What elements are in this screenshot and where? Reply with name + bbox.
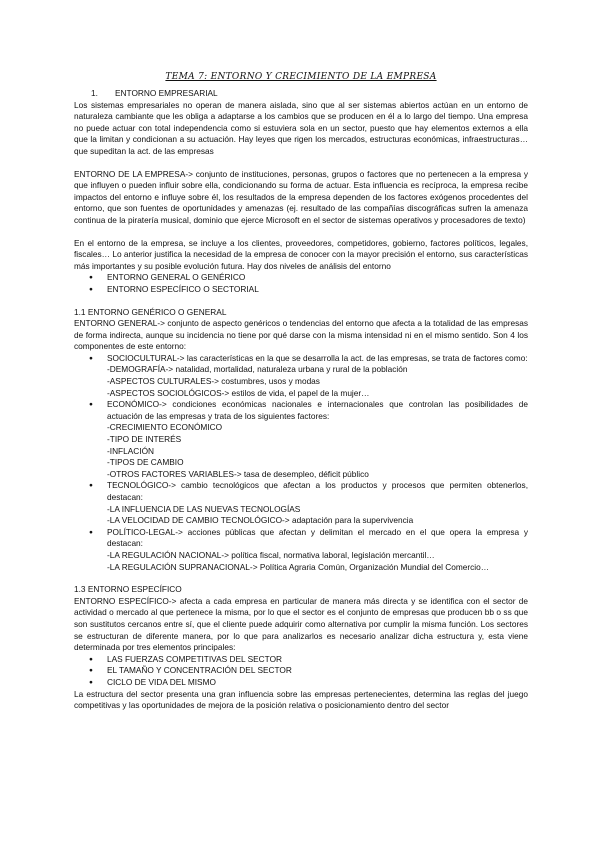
page-title: TEMA 7: ENTORNO Y CRECIMIENTO DE LA EMPRESA: [165, 72, 437, 82]
sub-item: -LA REGULACIÓN SUPRANACIONAL-> Política Agraria Común, Organización Mundial del Comercio…: [107, 561, 490, 572]
list-item: ● CICLO DE VIDA DEL MISMO: [74, 677, 528, 689]
section-1-number: 1.: [91, 88, 98, 98]
bullet-list: [74, 654, 528, 689]
sub-item: -INFLACIÓN: [107, 445, 155, 456]
list-item-text: ● TECNOLÓGICO-> cambio tecnológicos que afectan a los productos y procesos que permiten obtenerlos, destacan:: [107, 480, 528, 502]
sub-item: -OTROS FACTORES VARIABLES-> tasa de desempleo, déficit público: [107, 468, 369, 479]
sub-item: -TIPOS DE CAMBIO: [107, 457, 184, 468]
list-item: [74, 399, 528, 480]
sub-item: -ASPECTOS SOCIOLÓGICOS-> estilos de vida, el papel de la mujer…: [107, 387, 370, 398]
list-item-text: ● ECONÓMICO-> condiciones económicas nacionales e internacionales que controlan las posibilidades de actuación de las empresas y trata de los siguientes factores:: [107, 399, 528, 421]
section-1-1-heading: 1.1 ENTORNO GENÉRICO O GENERAL: [74, 306, 227, 317]
section-1-heading: [74, 88, 528, 100]
section-1-3-heading: 1.3 ENTORNO ESPECÍFICO: [74, 584, 182, 595]
bullet-list: [74, 272, 528, 295]
sub-item: -LA VELOCIDAD DE CAMBIO TECNOLÓGICO-> adaptación para la supervivencia: [107, 515, 414, 526]
list-item: ● ENTORNO GENERAL O GENÉRICO: [74, 272, 528, 284]
list-item: ● EL TAMAÑO Y CONCENTRACIÓN DEL SECTOR: [74, 665, 528, 677]
list-item: ● ENTORNO ESPECÍFICO O SECTORIAL: [74, 284, 528, 296]
list-item-text: ● SOCIOCULTURAL-> las características en la que se desarrolla la act. de las empresas, se trata de factores como:: [107, 352, 528, 363]
sub-item: -LA REGULACIÓN NACIONAL-> política fiscal, normativa laboral, legislación mercantil…: [107, 549, 435, 560]
section-1-title: ENTORNO EMPRESARIAL: [115, 88, 218, 98]
paragraph: ENTORNO GENERAL-> conjunto de aspecto genéricos o tendencias del entorno que afecta a la totalidad de las empresas de forma indirecta, aunque su incidencia no tiene por qué darse con la misma intensidad ni en el mismo sentido. Son 4 los componentes de este entorno:: [74, 318, 528, 352]
sub-item: -LA INFLUENCIA DE LAS NUEVAS TECNOLOGÍAS: [107, 503, 301, 514]
paragraph: La estructura del sector presenta una gran influencia sobre las empresas pertenecientes, determina las reglas del juego competitivas y las oportunidades de mejora de la posición relativa o posicionamiento dentro del sector: [74, 688, 528, 711]
sub-item: -ASPECTOS CULTURALES-> costumbres, usos y modas: [107, 376, 320, 387]
list-item: [74, 353, 528, 399]
sub-item: -CRECIMIENTO ECONÓMICO: [107, 422, 223, 433]
bullet-list: [74, 353, 528, 573]
sub-item: -DEMOGRAFÍA-> natalidad, mortalidad, naturaleza urbana y rural de la población: [107, 364, 408, 375]
list-item-text: ● POLÍTICO-LEGAL-> acciones públicas que afectan y delimitan el mercado en el que opera la empresa y destacan:: [107, 526, 528, 549]
list-item: ● LAS FUERZAS COMPETITIVAS DEL SECTOR: [74, 654, 528, 666]
list-item: [74, 527, 528, 573]
paragraph: En el entorno de la empresa, se incluye a los clientes, proveedores, competidores, gobierno, factores políticos, legales, fiscales… Lo anterior justifica la necesidad de la empresa de conocer con la mayor precisión el entorno, sus características más importantes y su posible evolución futura. Hay dos niveles de análisis del entorno: [74, 237, 528, 271]
paragraph: ENTORNO DE LA EMPRESA-> conjunto de instituciones, personas, grupos o factores que no pertenecen a la empresa y que influyen o pueden influir sobre ella, condicionando su forma de actuar. Esta influencia es recíproca, la empresa recibe impactos del entorno e influye sobre él, los resultados de la empresa dependen de los factores exógenos procedentes del entorno, que son fuentes de oportunidades y amenazas (ej. resultado de las compañías discográficas sufren la amenaza continua de la piratería musical, dominio que ejerce Microsoft en el sector de sistemas operativos y procesadores de texto): [74, 168, 528, 225]
list-item: [74, 480, 528, 526]
paragraph: Los sistemas empresariales no operan de manera aislada, sino que al ser sistemas abiertos actúan en un entorno de naturaleza cambiante que les obliga a adaptarse a los cambios que se producen en él a lo largo del tiempo. Una empresa no puede actuar con total independencia como si estuviera sola en un sector, puesto que hay elementos externos a ella que la limitan y condicionan a su actuación. Hay leyes que rigen los mercados, estructuras económicas, infraestructuras… que supeditan la act. de las empresas: [74, 99, 528, 156]
paragraph: ENTORNO ESPECÍFICO-> afecta a cada empresa en particular de manera más directa y se identifica con el sector de actividad o mercado al que pertenece la misma, por lo que el sector es el conjunto de empresas que producen bb o ss que son sustitutos cercanos entre sí, que el cliente puede adquirir como alternativa por cumplir la misma función. Los sectores se estructuran de diferente manera, por lo que para analizarlos es necesario analizar dicha estructura y, esta viene determinada por tres elementos principales:: [74, 595, 528, 653]
document-page: [74, 72, 528, 712]
sub-item: -TIPO DE INTERÉS: [107, 434, 182, 445]
